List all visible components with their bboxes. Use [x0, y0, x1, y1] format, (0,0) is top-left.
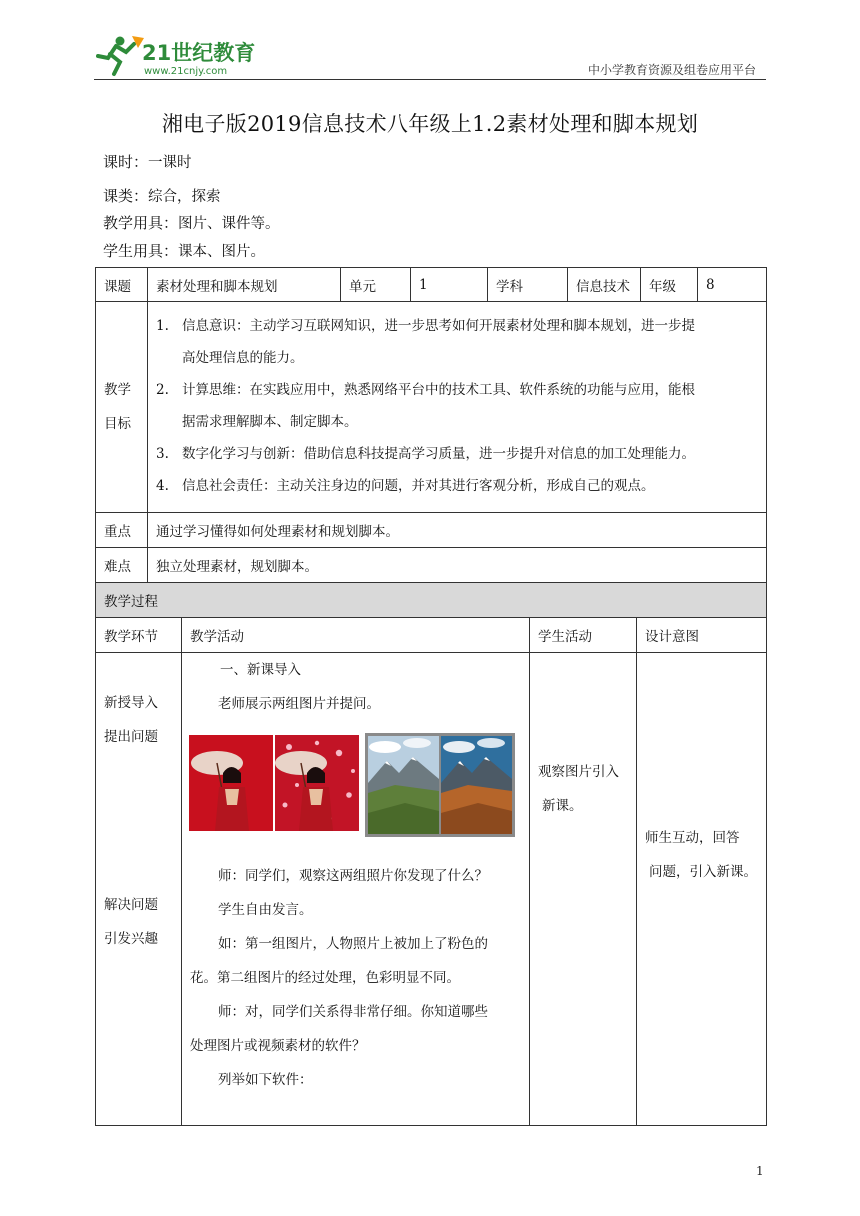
logo-url: www.21cnjy.com [144, 66, 228, 77]
meta-tools-value: 图片、课件等。 [178, 216, 280, 232]
page-number: 1 [756, 1164, 764, 1178]
stage-cell [96, 653, 182, 1126]
subject-label: 学科 [488, 268, 568, 302]
stage1-line1: 新授导入 [104, 695, 158, 711]
meta-period-label: 课时： [103, 153, 149, 171]
goals-label [96, 302, 148, 513]
info-row [96, 268, 767, 302]
platform-name: 中小学教育资源及组卷应用平台 [587, 63, 756, 77]
header-divider [94, 79, 766, 80]
goal-number: 4. [156, 478, 169, 494]
topic-label: 课题 [96, 268, 148, 302]
page-header [94, 32, 766, 80]
goal-text-line2: 高处理信息的能力。 [182, 350, 304, 366]
activity-p5a: 师：对，同学们关系得非常仔细。你知道哪些 [218, 1004, 488, 1020]
activity-p5b: 处理图片或视频素材的软件？ [190, 1038, 366, 1054]
grade-value: 8 [698, 268, 767, 302]
lesson-info-table [95, 267, 767, 583]
key-point-label: 重点 [96, 513, 148, 548]
goal-text-line1: 信息社会责任：主动关注身边的问题，并对其进行客观分析，形成自己的观点。 [182, 478, 655, 494]
meta-period-value: 一课时 [148, 155, 192, 171]
goal-text-line1: 数字化学习与创新：借助信息科技提高学习质量，进一步提升对信息的加工处理能力。 [182, 446, 695, 462]
subject-value: 信息技术 [568, 268, 641, 302]
topic-value: 素材处理和脚本规划 [148, 268, 341, 302]
meta-type-value: 综合，探索 [148, 189, 221, 205]
meta-type [103, 185, 221, 206]
activity-p4a: 如：第一组图片，人物照片上被加上了粉色的 [218, 936, 488, 952]
student-line1: 观察图片引入 [538, 764, 619, 780]
meta-student-tools-value: 课本、图片。 [178, 244, 266, 260]
key-point-value: 通过学习懂得如何处理素材和规划脚本。 [148, 513, 767, 548]
document-title: 湘电子版2019信息技术八年级上1.2素材处理和脚本规划 [161, 112, 699, 136]
goal-text-line1: 信息意识：主动学习互联网知识，进一步思考如何开展素材处理和脚本规划，进一步提 [182, 318, 695, 334]
example-photos [189, 733, 521, 849]
unit-label: 单元 [341, 268, 411, 302]
activity-p4b: 花。第二组图片的经过处理，色彩明显不同。 [190, 970, 460, 986]
activity-p6: 列举如下软件： [218, 1072, 313, 1088]
grade-label: 年级 [641, 268, 698, 302]
goal-text-line2: 据需求理解脚本、制定脚本。 [182, 414, 358, 430]
umbrella-photo-pair [189, 735, 359, 831]
difficulty-label: 难点 [96, 548, 148, 583]
process-header-row [96, 618, 767, 653]
intent-line2: 问题，引入新课。 [649, 864, 757, 880]
stage2-line1: 解决问题 [104, 897, 158, 913]
process-title: 教学过程 [96, 583, 767, 618]
stage1-line2: 提出问题 [104, 729, 158, 745]
goals-label-line2: 目标 [104, 416, 131, 432]
teaching-process-table [95, 582, 767, 1126]
goal-item [154, 310, 760, 374]
goals-label-line1: 教学 [104, 382, 131, 398]
process-title-row [96, 583, 767, 618]
goal-item [154, 470, 760, 502]
site-logo [94, 32, 294, 78]
student-activity-cell [530, 653, 637, 1126]
goal-number: 1. [156, 318, 169, 334]
unit-value: 1 [411, 268, 488, 302]
meta-tools-label: 教学用具： [103, 214, 179, 232]
meta-type-label: 课类： [103, 187, 149, 205]
key-point-row [96, 513, 767, 548]
goal-text-line1: 计算思维：在实践应用中，熟悉网络平台中的技术工具、软件系统的功能与应用，能根 [182, 382, 695, 398]
difficulty-row [96, 548, 767, 583]
meta-student-tools-label: 学生用具： [103, 242, 179, 260]
student-line2: 新课。 [542, 798, 583, 814]
landscape-photo-pair [365, 733, 515, 837]
logo-text: 21世纪教育 [142, 41, 256, 65]
header-intent: 设计意图 [637, 618, 767, 653]
activity-p1: 老师展示两组图片并提问。 [218, 696, 380, 712]
goal-number: 3. [156, 446, 169, 462]
meta-student-tools [103, 240, 265, 261]
activity-p2: 师：同学们，观察这两组照片你发现了什么？ [218, 868, 488, 884]
goals-row [96, 302, 767, 513]
activity-heading: 一、新课导入 [220, 662, 301, 678]
header-stage: 教学环节 [96, 618, 182, 653]
goals-content [148, 302, 767, 513]
goal-number: 2. [156, 382, 169, 398]
header-activity: 教学活动 [182, 618, 530, 653]
goal-item [154, 374, 760, 438]
stage2-line2: 引发兴趣 [104, 931, 158, 947]
intent-line1: 师生互动，回答 [645, 830, 740, 846]
goal-item [154, 438, 760, 470]
meta-tools [103, 212, 280, 233]
activity-cell [182, 653, 530, 1126]
difficulty-value: 独立处理素材，规划脚本。 [148, 548, 767, 583]
process-row [96, 653, 767, 1126]
design-intent-cell [637, 653, 767, 1126]
header-student: 学生活动 [530, 618, 637, 653]
activity-p3: 学生自由发言。 [218, 902, 313, 918]
meta-period [103, 151, 192, 172]
